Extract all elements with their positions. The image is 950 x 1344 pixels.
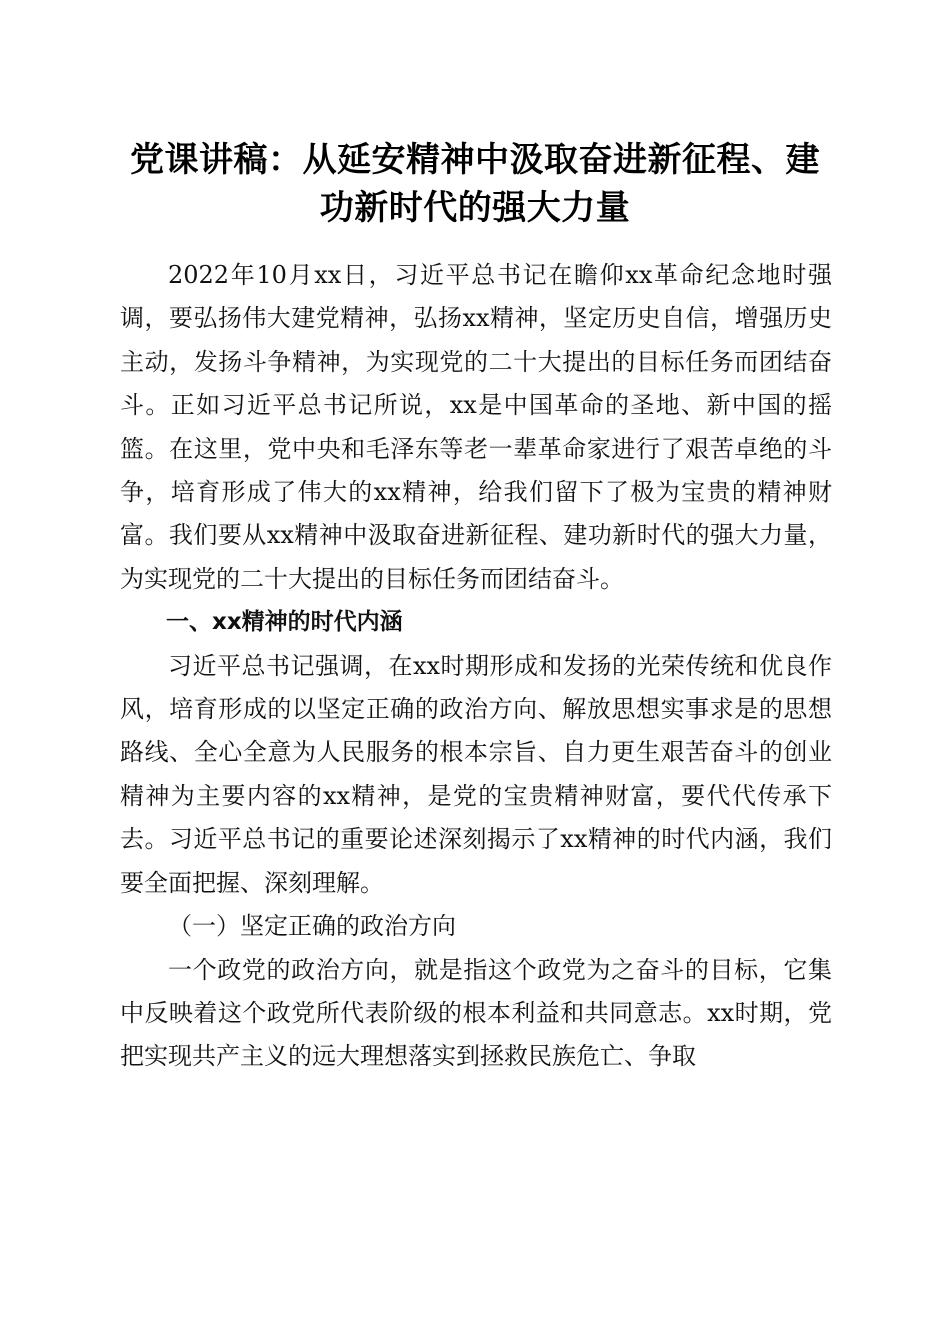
document-title — [100, 136, 850, 232]
subsection-heading-1: （一）坚定正确的政治方向 — [168, 912, 456, 941]
paragraph-subsection-1: 一个政党的政治方向，就是指这个政党为之奋斗的目标，它集中反映着这个政党所代表阶级的根本利益和共同意志。xx时期，党把实现共产主义的远大理想落实到拯救民族危亡、争取 — [120, 955, 832, 1071]
title-line-2: 功新时代的强大力量 — [319, 188, 631, 228]
section-heading-1: 一、xx精神的时代内涵 — [166, 609, 403, 636]
paragraph-section-1: 习近平总书记强调，在xx时期形成和发扬的光荣传统和优良作风，培育形成的以坚定正确的政治方向、解放思想实事求是的思想路线、全心全意为人民服务的根本宗旨、自力更生艰苦奋斗的创业精神为主要内容的xx精神，是党的宝贵精神财富，要代代传承下去。习近平总书记的重要论述深刻揭示了xx精神的时代内涵，我们要全面把握、深刻理解。 — [120, 651, 832, 897]
paragraph-intro: 2022年10月xx日，习近平总书记在瞻仰xx革命纪念地时强调，要弘扬伟大建党精神，弘扬xx精神，坚定历史自信，增强历史主动，发扬斗争精神，为实现党的二十大提出的目标任务而团结奋斗。正如习近平总书记所说，xx是中国革命的圣地、新中国的摇篮。在这里，党中央和毛泽东等老一辈革命家进行了艰苦卓绝的斗争，培育形成了伟大的xx精神，给我们留下了极为宝贵的精神财富。我们要从xx精神中汲取奋进新征程、建功新时代的强大力量，为实现党的二十大提出的目标任务而团结奋斗。 — [120, 261, 832, 593]
title-line-1: 党课讲稿：从延安精神中汲取奋进新征程、建 — [130, 140, 820, 180]
document-body — [120, 254, 832, 1079]
